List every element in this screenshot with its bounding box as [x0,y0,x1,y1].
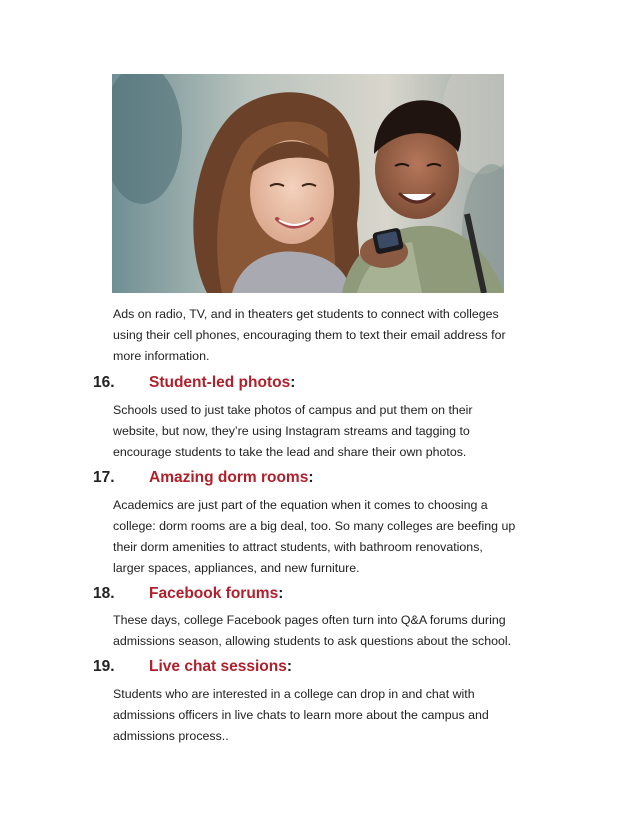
section-line: admissions officers in live chats to learn more about the campus and [113,708,489,722]
section-title [149,371,295,395]
section-line: Students who are interested in a college can drop in and chat with [113,687,475,701]
section-title-text: Live chat sessions [149,658,287,675]
intro-line: using their cell phones, encouraging them to text their email address for [113,328,506,342]
section-title-colon: : [286,658,293,675]
section-line: college: dorm rooms are a big deal, too. So many colleges are beefing up [113,519,516,533]
section-line: admissions season, allowing students to ask questions about the school. [113,634,512,648]
section-19-paragraph [113,684,563,747]
section-line: larger spaces, appliances, and new furniture. [113,561,360,575]
section-title-colon: : [308,469,314,486]
section-title [149,582,283,606]
section-title [149,655,292,679]
section-number: 18. [93,585,115,602]
section-title-colon: : [290,374,296,391]
section-title-text: Facebook forums [149,585,279,602]
section-17-paragraph [113,495,563,579]
section-line: Schools used to just take photos of campus and put them on their [113,403,473,417]
intro-line: more information. [113,349,210,363]
students-photo [112,74,504,293]
section-line: Academics are just part of the equation when it comes to choosing a [113,498,488,512]
section-line: their dorm amenities to attract students, with bathroom renovations, [113,540,483,554]
section-title-colon: : [278,585,284,602]
section-18-paragraph [113,610,563,652]
section-number: 19. [93,658,115,675]
section-line: admissions process.. [113,729,229,743]
section-line: website, but now, they’re using Instagram streams and tagging to [113,424,470,438]
section-line: encourage students to take the lead and share their own photos. [113,445,467,459]
intro-line: Ads on radio, TV, and in theaters get students to connect with colleges [113,307,499,321]
section-line: These days, college Facebook pages often turn into Q&A forums during [113,613,506,627]
intro-paragraph [113,304,563,367]
section-title [149,466,314,490]
section-title-text: Student-led photos [149,374,291,391]
section-16-paragraph [113,400,563,463]
section-title-text: Amazing dorm rooms [149,469,309,486]
students-photo-illustration [112,74,504,293]
section-number: 16. [93,374,115,391]
section-number: 17. [93,469,115,486]
